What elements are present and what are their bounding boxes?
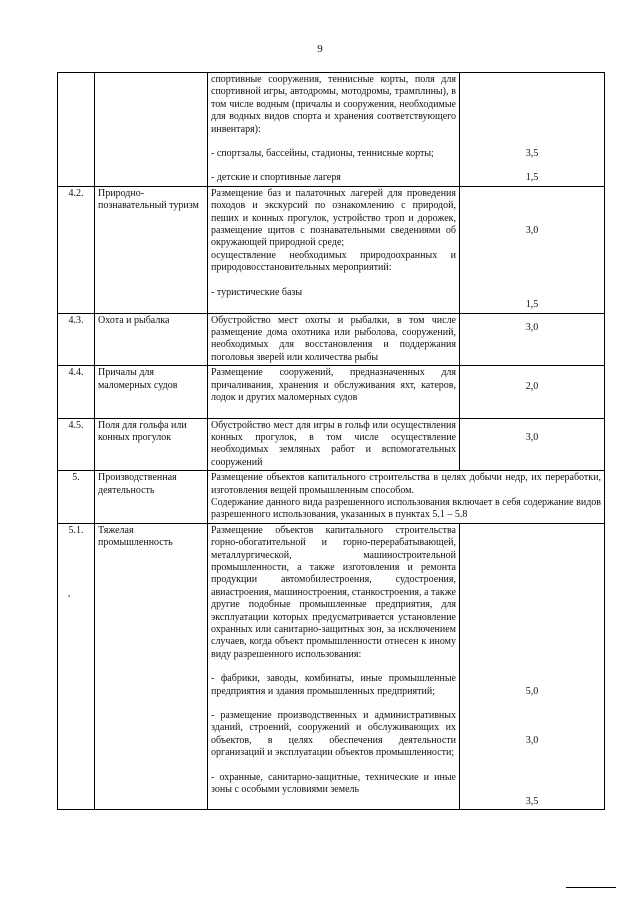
row-description <box>208 73 460 187</box>
row-name: Производственная деятельность <box>95 471 208 524</box>
desc-text: Размещение объектов капитального строительства в целях добычи недр, их переработки, изготовления вещей промышленным способом. <box>211 472 601 496</box>
table-row <box>58 366 605 418</box>
row-name: Тяжелая промышленность <box>95 523 208 809</box>
row-description <box>208 471 605 524</box>
row-name: Причалы для маломерных судов <box>95 366 208 418</box>
row-description: Обустройство мест для игры в гольф или осуществления конных прогулок, в том числе осуществление необходимых земляных работ и вспомогательных сооружений <box>208 418 460 471</box>
row-code: 4.5. <box>58 418 95 471</box>
desc-text: Размещение объектов капитального строительства горно-обогатительной и горно-перерабатывающей, металлургической, машиностроительной промышленности, а также изготовления и ремонта продукции автомобилестроения, судостроения, авиастроения, машиностроения, станкостроения, а также другие подобные промышленные предприятия, для эксплуатации которых предусматривается установление охранных или санитарно-защитных зон, за исключением случаев, когда объект промышленности отнесен к иному виду разрешенного использования: <box>211 524 456 660</box>
desc-item: - туристические базы <box>211 286 303 298</box>
table-row <box>58 186 605 313</box>
row-name: Поля для гольфа или конных прогулок <box>95 418 208 471</box>
desc-item: - спортзалы, бассейны, стадионы, теннисные корты; <box>211 148 434 160</box>
desc-item: - фабрики, заводы, комбинаты, иные промышленные предприятия и здания промышленных предприятий; <box>211 673 456 697</box>
value-main: 2,0 <box>525 381 539 393</box>
value-item: 3,5 <box>525 148 539 159</box>
desc-item: - охранные, санитарно-защитные, технические и иные зоны с особыми условиями земель <box>211 771 456 796</box>
row-value <box>460 366 605 418</box>
row-value <box>460 523 605 809</box>
land-use-table <box>57 72 605 810</box>
table-row <box>58 73 605 187</box>
value-main: 3,0 <box>525 321 539 333</box>
row-code: 4.2. <box>58 186 95 313</box>
value-item: 1,5 <box>525 172 539 184</box>
row-value <box>460 418 605 471</box>
value-item: 3,0 <box>525 735 539 747</box>
desc-text: Размещение сооружений, предназначенных для причаливания, хранения и обслуживания яхт, катеров, лодок и других маломерных судов <box>211 367 456 404</box>
row-description: Обустройство мест охоты и рыбалки, в том числе размещение дома охотника или рыболова, сооружений, необходимых для восстановления и поддержания поголовья зверей или количества рыбы <box>208 313 460 366</box>
value-item: 3,5 <box>525 795 539 807</box>
value-main: 3,0 <box>525 224 539 236</box>
page-number: 9 <box>317 43 323 55</box>
desc-item: - размещение производственных и административных зданий, строений, сооружений и обслуживающих их объектов, в целях обеспечения деятельности организаций и эксплуатации объектов промышленности; <box>211 710 456 759</box>
row-name <box>95 73 208 187</box>
value-main: 3,0 <box>525 431 539 443</box>
table-row <box>58 523 605 809</box>
row-value <box>460 186 605 313</box>
row-name: Охота и рыбалка <box>95 313 208 366</box>
row-code <box>58 73 95 187</box>
desc-text: спортивные сооружения, теннисные корты, поля для спортивной игры, автодромы, мотодромы, трамплины), в том числе водным (причалы и сооружения, необходимые для водных видов спорта и хранения соответствующего инвентаря): <box>211 74 456 135</box>
row-code: 4.3. <box>58 313 95 366</box>
row-value <box>460 73 605 187</box>
row-description <box>208 366 460 418</box>
desc-item: - детские и спортивные лагеря <box>211 172 341 184</box>
desc-text: осуществление необходимых природоохранных и природовосстановительных мероприятий: <box>211 249 456 274</box>
row-code: 5. <box>58 471 95 524</box>
row-value <box>460 313 605 366</box>
desc-text: Содержание данного вида разрешенного использования включает в себя содержание видов разрешенного использования, указанных в пунктах 5.1 – 5.8 <box>211 496 601 521</box>
row-code: 5.1. <box>58 523 95 809</box>
value-item: 1,5 <box>525 299 539 311</box>
row-description <box>208 186 460 313</box>
table-row <box>58 418 605 471</box>
table-row <box>58 471 605 524</box>
row-name: Природно-познавательный туризм <box>95 186 208 313</box>
stray-mark: , <box>68 588 71 598</box>
value-item: 5,0 <box>525 685 539 697</box>
footer-rule <box>566 887 616 888</box>
table-row <box>58 313 605 366</box>
row-description <box>208 523 460 809</box>
row-code: 4.4. <box>58 366 95 418</box>
desc-text: Размещение баз и палаточных лагерей для проведения походов и экскурсий по ознакомлению с природой, пеших и конных прогулок, устройство троп и дорожек, размещение щитов с познавательными сведениями об окружающей природной среде; <box>211 187 456 249</box>
